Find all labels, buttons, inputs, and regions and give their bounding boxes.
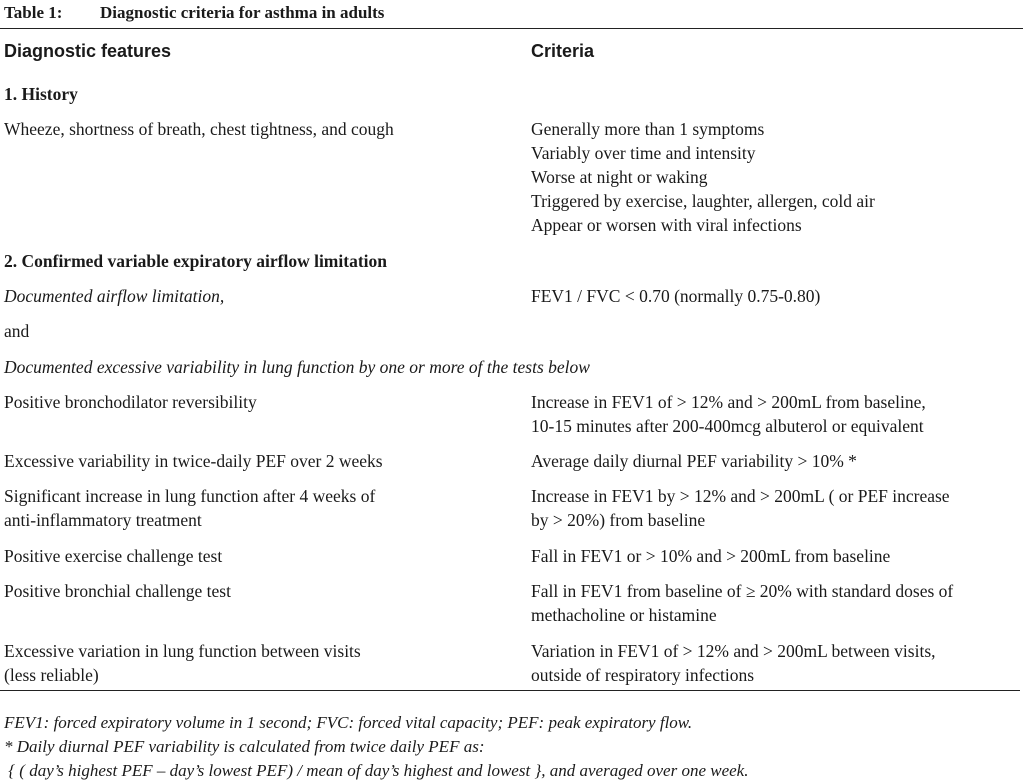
test-criteria (531, 639, 1021, 687)
footnote-abbreviations: FEV1: forced expiratory volume in 1 second; FVC: forced vital capacity; PEF: peak expiratory flow. (4, 713, 693, 732)
feature-line: (less reliable) (4, 665, 99, 685)
history-criteria (531, 117, 1021, 237)
airflow-heading: 2. Confirmed variable expiratory airflow limitation (4, 251, 387, 271)
footnote-pef-formula: { ( day’s highest PEF – day’s lowest PEF) / mean of day’s highest and lowest }, and averaged over one week. (4, 761, 749, 780)
test-criteria (531, 449, 1021, 473)
feature-line: Positive bronchodilator reversibility (4, 392, 257, 412)
criteria-line: 10-15 minutes after 200-400mcg albuterol or equivalent (531, 416, 924, 436)
criteria-line: Fall in FEV1 or > 10% and > 200mL from baseline (531, 546, 891, 566)
test-feature (4, 484, 514, 532)
feature-line: anti-inflammatory treatment (4, 510, 202, 530)
test-feature (4, 390, 514, 414)
feature-line: Significant increase in lung function after 4 weeks of (4, 486, 376, 506)
documented-limitation-criteria: FEV1 / FVC < 0.70 (normally 0.75-0.80) (531, 286, 821, 306)
criteria-line: Increase in FEV1 of > 12% and > 200mL from baseline, (531, 392, 926, 412)
criteria-line: Triggered by exercise, laughter, allergen, cold air (531, 191, 875, 211)
documented-variability: Documented excessive variability in lung function by one or more of the tests below (4, 357, 590, 377)
criteria-line: outside of respiratory infections (531, 665, 755, 685)
test-feature (4, 544, 514, 568)
feature-line: Positive exercise challenge test (4, 546, 223, 566)
test-feature (4, 639, 514, 687)
footnote-pef-definition: * Daily diurnal PEF variability is calculated from twice daily PEF as: (4, 737, 485, 756)
criteria-line: Worse at night or waking (531, 167, 708, 187)
feature-line: Excessive variability in twice-daily PEF over 2 weeks (4, 451, 383, 471)
column-header-features: Diagnostic features (4, 41, 172, 61)
test-criteria (531, 390, 1021, 438)
bottom-rule (0, 690, 1020, 691)
criteria-line: Fall in FEV1 from baseline of ≥ 20% with standard doses of (531, 581, 954, 601)
documented-limitation: Documented airflow limitation, (4, 286, 225, 306)
criteria-line: methacholine or histamine (531, 605, 717, 625)
criteria-line: Variably over time and intensity (531, 143, 756, 163)
table-title: Diagnostic criteria for asthma in adults (100, 3, 385, 22)
criteria-line: Variation in FEV1 of > 12% and > 200mL between visits, (531, 641, 936, 661)
criteria-line: Appear or worsen with viral infections (531, 215, 802, 235)
column-header-criteria: Criteria (531, 41, 595, 61)
criteria-line: by > 20%) from baseline (531, 510, 706, 530)
test-criteria (531, 579, 1021, 627)
feature-line: Positive bronchial challenge test (4, 581, 231, 601)
criteria-line: Average daily diurnal PEF variability > 10% * (531, 451, 857, 471)
history-feature: Wheeze, shortness of breath, chest tightness, and cough (4, 119, 394, 139)
test-feature (4, 579, 514, 603)
table-number: Table 1: (4, 3, 63, 22)
criteria-line: Increase in FEV1 by > 12% and > 200mL ( or PEF increase (531, 486, 950, 506)
table-caption (4, 3, 384, 23)
test-criteria (531, 544, 1021, 568)
top-rule (0, 28, 1023, 29)
test-criteria (531, 484, 1021, 532)
test-feature (4, 449, 514, 473)
feature-line: Excessive variation in lung function between visits (4, 641, 361, 661)
and-connector: and (4, 321, 30, 341)
criteria-line: Generally more than 1 symptoms (531, 119, 765, 139)
history-heading: 1. History (4, 84, 78, 104)
